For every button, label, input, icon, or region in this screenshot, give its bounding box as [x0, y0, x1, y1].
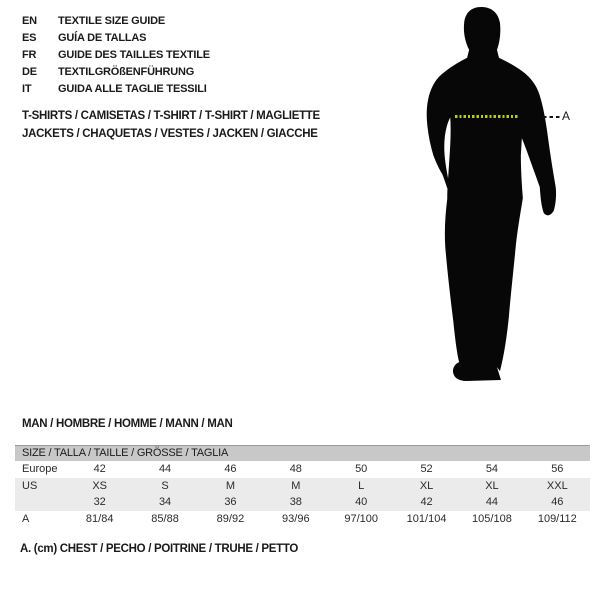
table-row-europe	[15, 461, 590, 478]
row-label: US	[22, 479, 38, 492]
table-cell: 101/104	[406, 512, 447, 525]
language-row	[22, 30, 210, 47]
language-label: TEXTILE SIZE GUIDE	[58, 15, 166, 27]
table-cell: XL	[485, 479, 499, 492]
language-code: ES	[22, 32, 37, 44]
table-cell: 48	[289, 463, 302, 475]
table-cell: 38	[289, 496, 302, 508]
category-line-tshirts: T-SHIRTS / CAMISETAS / T-SHIRT / T-SHIRT / MAGLIETTE	[22, 110, 320, 122]
table-cell: 109/112	[537, 512, 577, 525]
man-silhouette-shape	[427, 7, 556, 381]
language-row	[22, 81, 210, 98]
language-label: TEXTILGRÖßENFÜHRUNG	[58, 66, 195, 78]
table-row-chest	[15, 511, 590, 528]
table-cell: 46	[224, 463, 237, 475]
table-cell: 56	[551, 463, 564, 475]
language-row	[22, 64, 210, 81]
table-cell: 52	[420, 463, 433, 475]
language-row	[22, 13, 210, 30]
table-cell: 42	[93, 463, 106, 475]
table-cell: 105/108	[472, 512, 512, 525]
table-cell: 81/84	[85, 512, 114, 525]
table-cell: 85/88	[151, 512, 179, 525]
row-label	[15, 494, 67, 511]
row-label: Europe	[22, 463, 58, 475]
table-cell: 93/96	[282, 512, 310, 525]
language-label: GUIDE DES TAILLES TEXTILE	[58, 49, 210, 61]
table-cell: 40	[355, 496, 368, 508]
table-cell: M	[225, 479, 236, 492]
row-label: A	[22, 512, 30, 525]
chest-measure-dotted-line	[455, 115, 518, 118]
table-cell: 50	[355, 463, 368, 475]
language-row	[22, 47, 210, 64]
table-cell: 97/100	[344, 512, 379, 525]
table-cell: 34	[158, 496, 172, 508]
table-cell: 36	[224, 496, 237, 508]
man-section-title: MAN / HOMBRE / HOMME / MANN / MAN	[22, 418, 233, 430]
measurement-footnote: A. (cm) CHEST / PECHO / POITRINE / TRUHE / PETTO	[20, 543, 299, 555]
man-silhouette	[423, 6, 563, 384]
language-label: GUIDA ALLE TAGLIE TESSILI	[58, 83, 207, 95]
category-line-jackets: JACKETS / CHAQUETAS / VESTES / JACKEN / GIACCHE	[22, 128, 318, 140]
table-cell: 32	[93, 496, 106, 508]
language-code: IT	[22, 83, 32, 95]
table-cell: XXL	[546, 479, 568, 492]
language-label: GUÍA DE TALLAS	[58, 32, 147, 44]
language-list	[22, 13, 210, 98]
table-cell: 44	[158, 463, 172, 475]
language-code: EN	[22, 15, 37, 27]
table-cell: XL	[419, 479, 434, 492]
table-cell: S	[161, 479, 169, 492]
table-cell: 44	[485, 496, 499, 508]
table-row-us	[15, 478, 590, 495]
language-code: DE	[22, 66, 37, 78]
category-heading	[22, 107, 320, 143]
table-cell: 42	[420, 496, 433, 508]
table-cell: 54	[485, 463, 499, 475]
measure-leader-dashes	[543, 116, 560, 118]
language-code: FR	[22, 49, 37, 61]
table-cell: 89/92	[216, 512, 245, 525]
size-table-header-label: SIZE / TALLA / TAILLE / GRÖSSE / TAGLIA	[22, 447, 229, 459]
table-cell: XS	[92, 479, 108, 492]
size-table-header	[15, 445, 590, 461]
size-table	[15, 445, 590, 527]
table-cell: M	[291, 479, 301, 492]
table-cell: 46	[551, 496, 564, 508]
table-row-intl	[15, 494, 590, 511]
table-cell: L	[358, 479, 365, 492]
measure-label-a: A	[562, 109, 571, 123]
